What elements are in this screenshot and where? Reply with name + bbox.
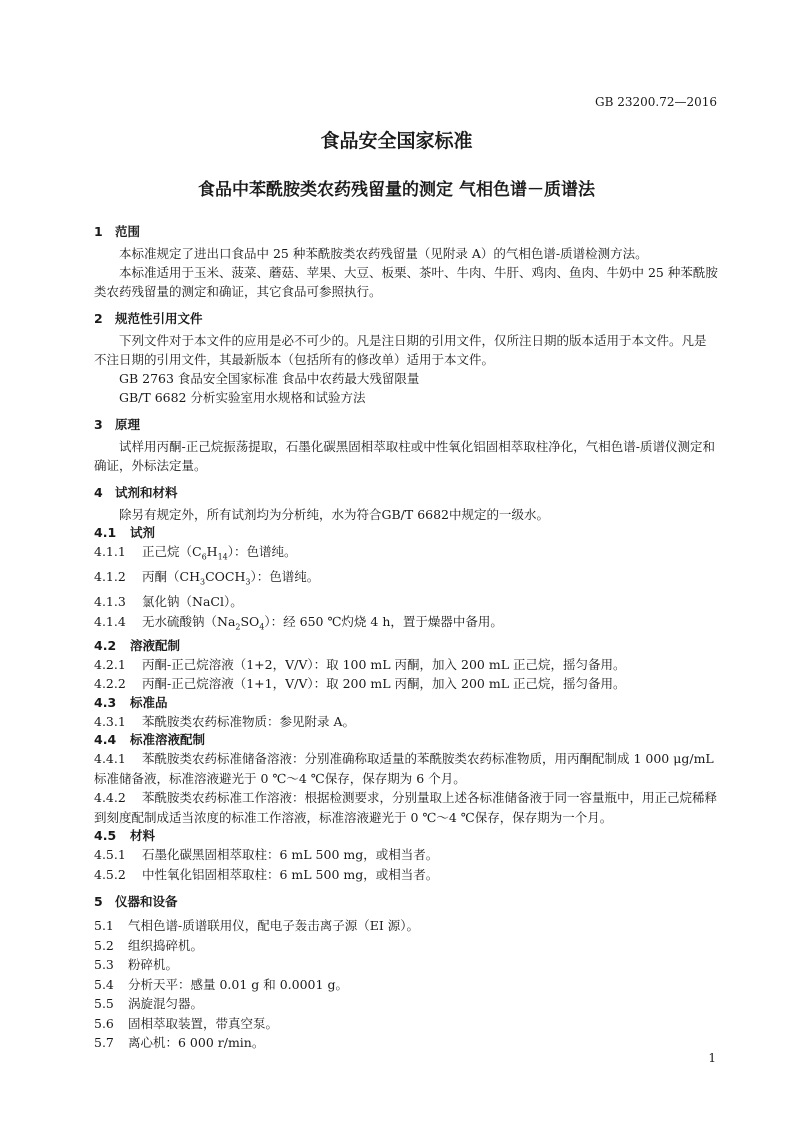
list-item: 5.3 粉碎机。 [94, 957, 179, 972]
subsection-4-5-heading: 4.5 材料 [94, 828, 156, 843]
page-number: 1 [708, 1051, 716, 1065]
clause-item: 4.4.1 苯酰胺类农药标准储备溶液：分别准确称取适量的苯酰胺类农药标准物质，用丙酮配制成 1 000 μg/mL 标准储备液，标准溶液避光于 0 ℃～4 ℃保存，保存期为 6 个月。 [94, 751, 714, 786]
list-item: 5.5 涡旋混匀器。 [94, 996, 204, 1011]
list-item: 5.2 组织捣碎机。 [94, 937, 204, 953]
clause-item: 4.2.2 丙酮-正己烷溶液（1+1，V/V）：取 200 mL 丙酮，加入 200 mL 正己烷，摇匀备用。 [94, 676, 626, 691]
sub-title: 食品中苯酰胺类农药残留量的测定 气相色谱－质谱法 [198, 180, 595, 200]
standard-number: GB 23200.72—2016 [594, 95, 717, 109]
clause-item: 4.5.1 石墨化碳黑固相萃取柱：6 mL 500 mg，或相当者。 [94, 847, 439, 862]
section-4-heading: 4 试剂和材料 [94, 485, 178, 500]
main-title: 食品安全国家标准 [320, 130, 473, 152]
section-1-paragraph: 本标准适用于玉米、菠菜、蘑菇、苹果、大豆、板栗、茶叶、牛肉、牛肝、鸡肉、鱼肉、牛奶中 25 种苯酰胺类农药残留量的测定和确证，其它食品可参照执行。 [94, 265, 718, 299]
section-1-heading: 1 范围 [94, 224, 141, 239]
clause-item: 4.1.4 无水硫酸钠$(Na_2SO_4)$：经 650 ℃灼烧 4 h，置于燥器中备用。 [94, 613, 503, 631]
clause-item: 4.1.3 氯化钠（NaCl）。 [94, 594, 243, 609]
section-4-paragraph: 除另有规定外，所有试剂均为分析纯，水为符合GB/T 6682中规定的一级水。 [119, 507, 550, 522]
subsection-4-4-heading: 4.4 标准溶液配制 [94, 732, 206, 747]
subsection-4-1-heading: 4.1 试剂 [94, 525, 156, 540]
normative-reference: GB 2763 食品安全国家标准 食品中农药最大残留限量 [119, 371, 420, 386]
subsection-4-3-heading: 4.3 标准品 [94, 694, 168, 710]
clause-item: 4.5.2 中性氧化铝固相萃取柱：6 mL 500 mg，或相当者。 [94, 866, 439, 882]
section-3-heading: 3 原理 [94, 417, 141, 432]
list-item: 5.1 气相色谱-质谱联用仪，配电子轰击离子源（EI 源）。 [94, 918, 420, 933]
normative-reference: GB/T 6682 分析实验室用水规格和试验方法 [119, 390, 366, 405]
document-body [94, 217, 718, 1053]
section-5-heading: 5 仪器和设备 [94, 894, 178, 909]
clause-item: 4.1.2 丙酮$(CH_3COCH_3)$：色谱纯。 [94, 569, 320, 587]
clause-item: 4.2.1 丙酮-正己烷溶液（1+2，V/V）：取 100 mL 丙酮，加入 200 mL 正己烷，摇匀备用。 [94, 656, 626, 672]
section-2-paragraph: 下列文件对于本文件的应用是必不可少的。凡是注日期的引用文件，仅所注日期的版本适用于本文件。凡是不注日期的引用文件，其最新版本（包括所有的修改单）适用于本文件。 [94, 333, 707, 367]
list-item: 5.4 分析天平：感量 0.01 g 和 0.0001 g。 [94, 976, 348, 992]
clause-item: 4.1.1 正己烷$(C_6H_{14})$：色谱纯。 [94, 544, 297, 562]
equipment-list [94, 916, 718, 1053]
section-1-paragraph: 本标准规定了进出口食品中 25 种苯酰胺类农药残留量（见附录 A）的气相色谱-质谱检测方法。 [119, 246, 648, 261]
section-2-heading: 2 规范性引用文件 [94, 311, 203, 326]
section-3-paragraph: 试样用丙酮-正己烷振荡提取，石墨化碳黑固相萃取柱或中性氧化铝固相萃取柱净化，气相色谱-质谱仪测定和确证，外标法定量。 [94, 439, 715, 473]
clause-item: 4.3.1 苯酰胺类农药标准物质：参见附录 A。 [94, 713, 356, 729]
clause-item: 4.4.2 苯酰胺类农药标准工作溶液：根据检测要求，分别量取上述各标准储备液于同一容量瓶中，用正己烷稀释到刻度配制成适当浓度的标准工作溶液，标准溶液避光于 0 ℃～4 ℃保存，保存期为一个月。 [94, 790, 718, 825]
list-item: 5.6 固相萃取装置，带真空泵。 [94, 1015, 279, 1031]
list-item: 5.7 离心机：6 000 r/min。 [94, 1035, 265, 1050]
subsection-4-2-heading: 4.2 溶液配制 [94, 637, 181, 653]
